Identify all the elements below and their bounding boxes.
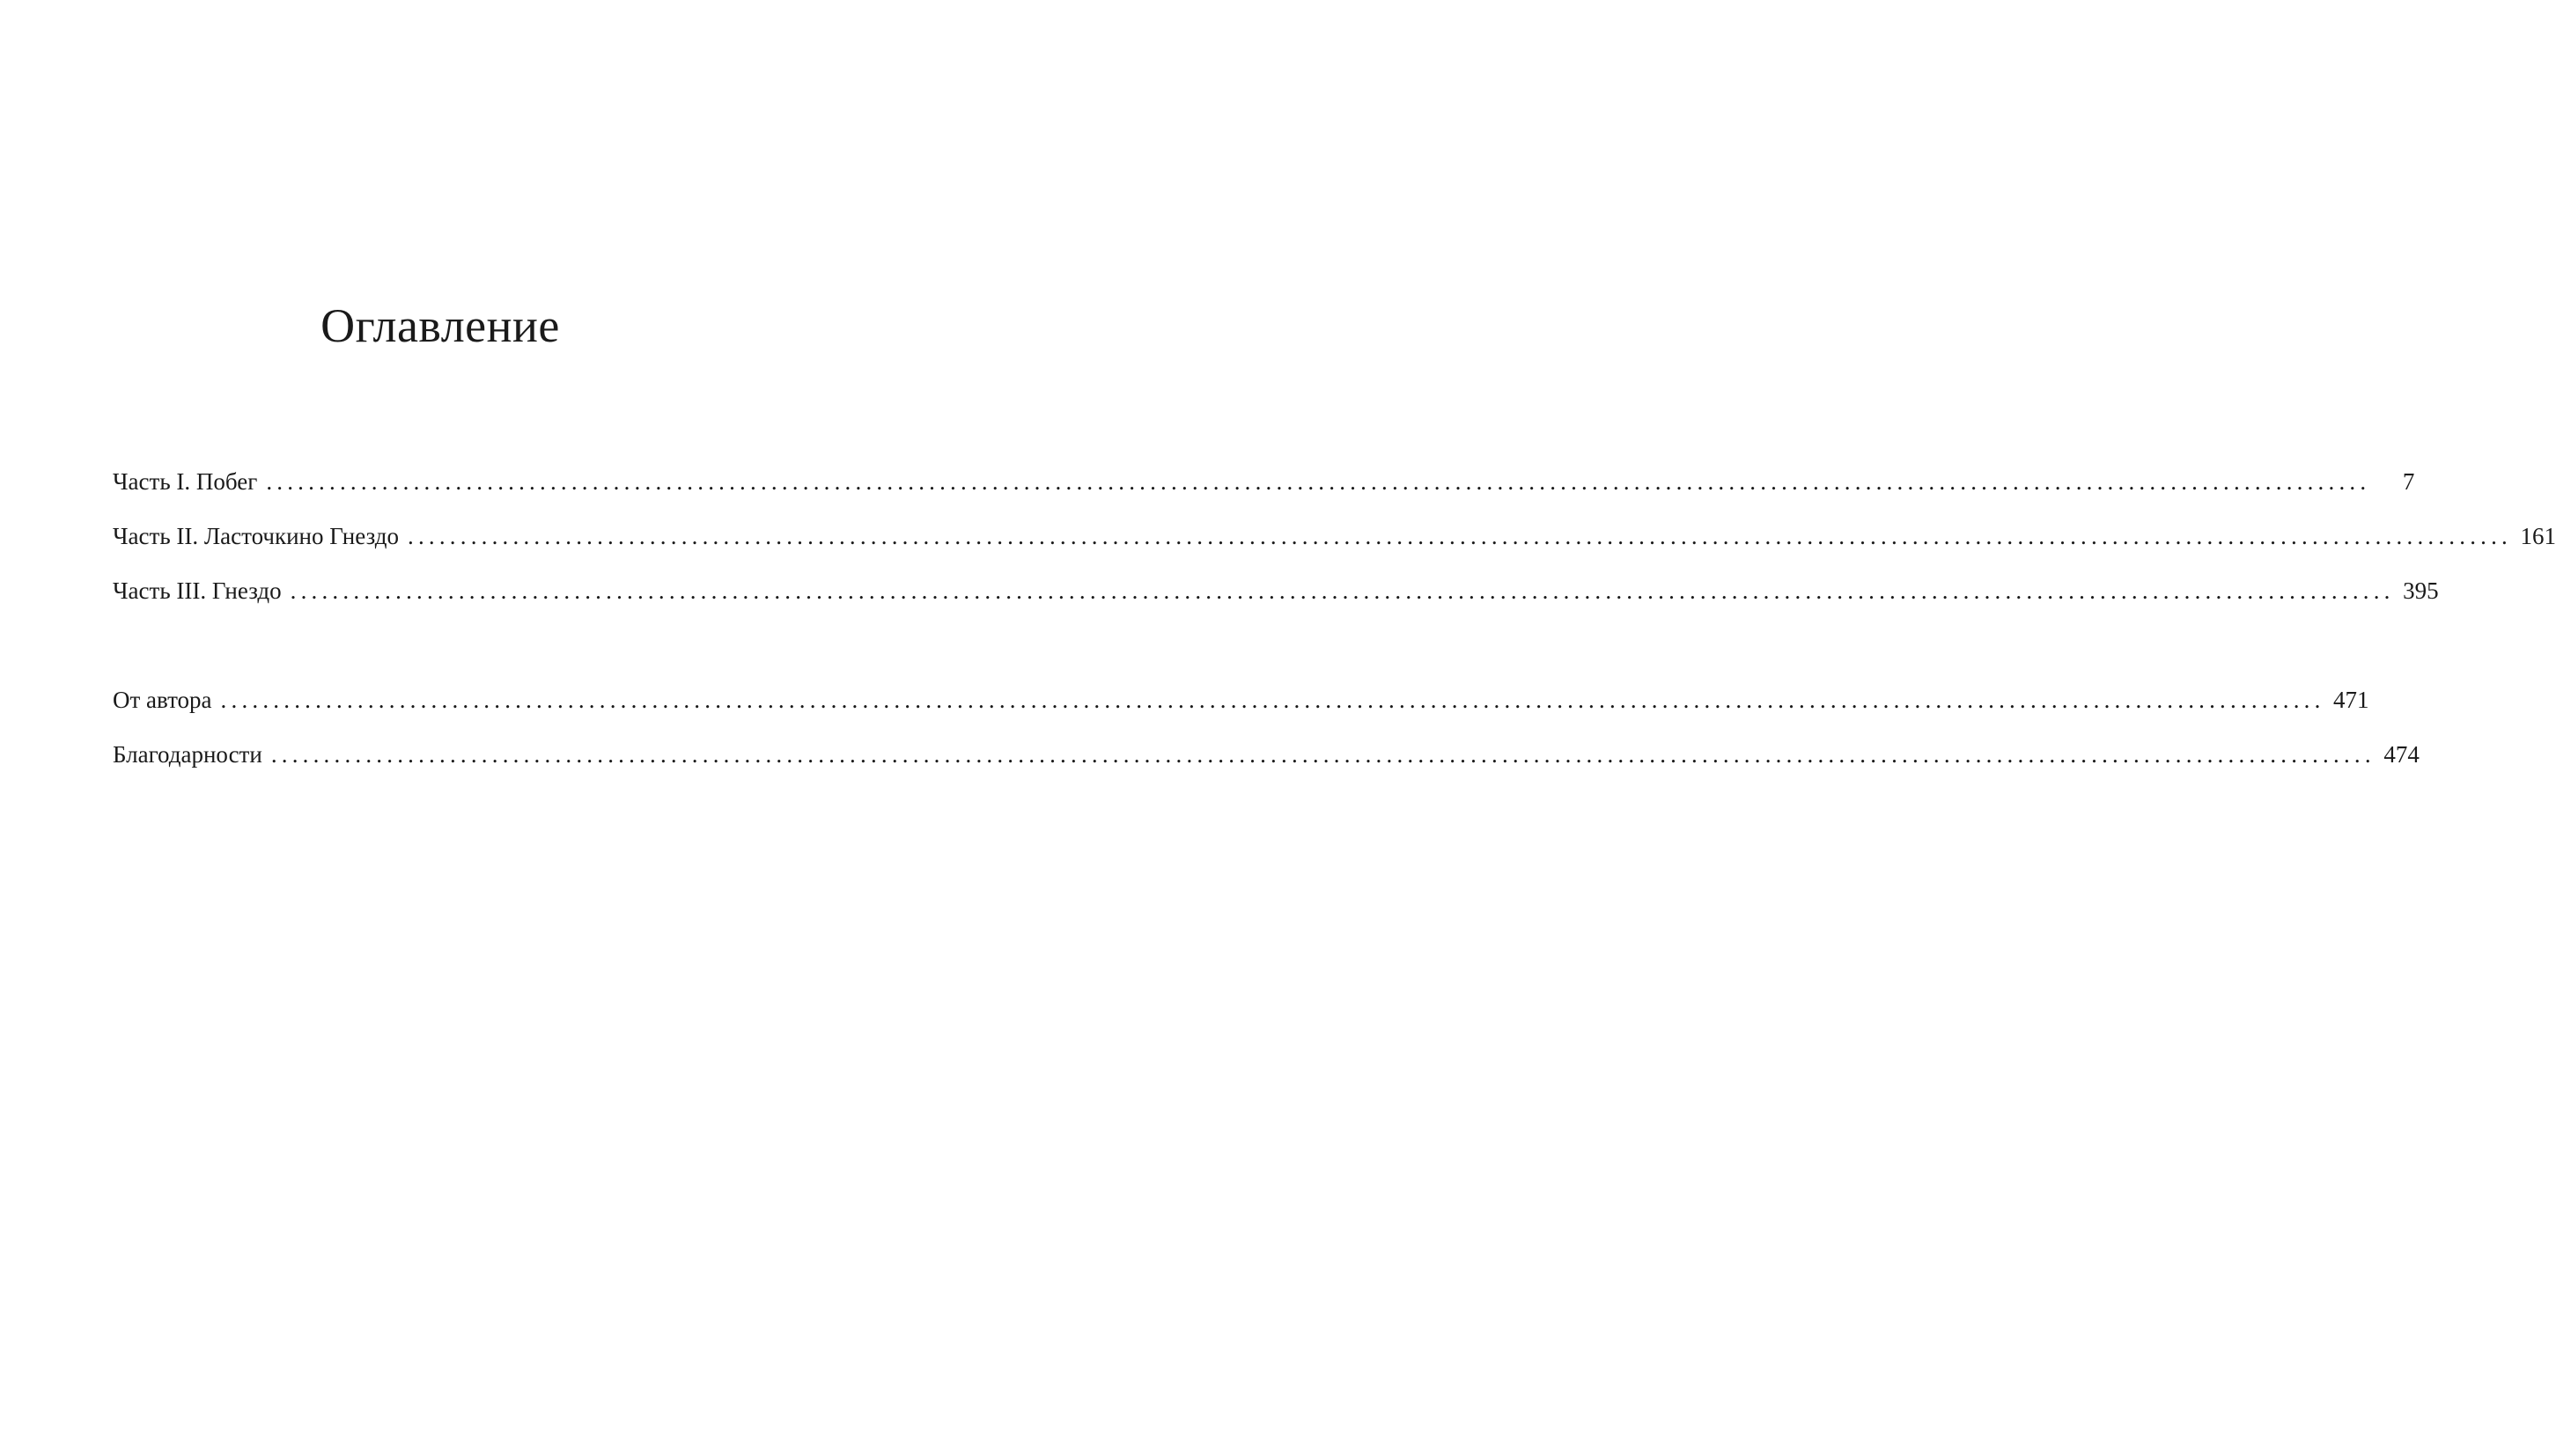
- toc-entry[interactable]: [113, 509, 2556, 563]
- toc-leader-dots: ........................................................................................................................................................................................................: [266, 468, 2371, 495]
- toc-main-list: [113, 454, 2556, 618]
- toc-leader-dots: ........................................................................................................................................................................................................: [270, 741, 2376, 768]
- toc-entry-page: 395: [2403, 577, 2439, 604]
- toc-entry-label: Часть III. Гнездо: [113, 577, 282, 604]
- toc-entry-page: 161: [2520, 523, 2556, 549]
- toc-leader-dots: ........................................................................................................................................................................................................: [290, 577, 2395, 604]
- toc-entry-label: Часть II. Ласточкино Гнездо: [113, 523, 399, 549]
- toc-entry-page: 474: [2383, 741, 2420, 768]
- toc-extra-list: [113, 673, 2420, 782]
- toc-leader-dots: ........................................................................................................................................................................................................: [220, 687, 2325, 713]
- toc-entry-page: 7: [2402, 468, 2415, 495]
- toc-entry[interactable]: [113, 563, 2439, 618]
- toc-leader-dots: ........................................................................................................................................................................................................: [408, 523, 2512, 549]
- page-title: Оглавление: [320, 299, 560, 352]
- toc-entry[interactable]: [113, 673, 2369, 727]
- toc-entry[interactable]: [113, 454, 2415, 509]
- toc-entry-label: Благодарности: [113, 741, 262, 768]
- toc-entry-page: 471: [2333, 687, 2369, 713]
- toc-entry[interactable]: [113, 727, 2420, 782]
- toc-entry-label: От автора: [113, 687, 212, 713]
- toc-entry-label: Часть I. Побег: [113, 468, 258, 495]
